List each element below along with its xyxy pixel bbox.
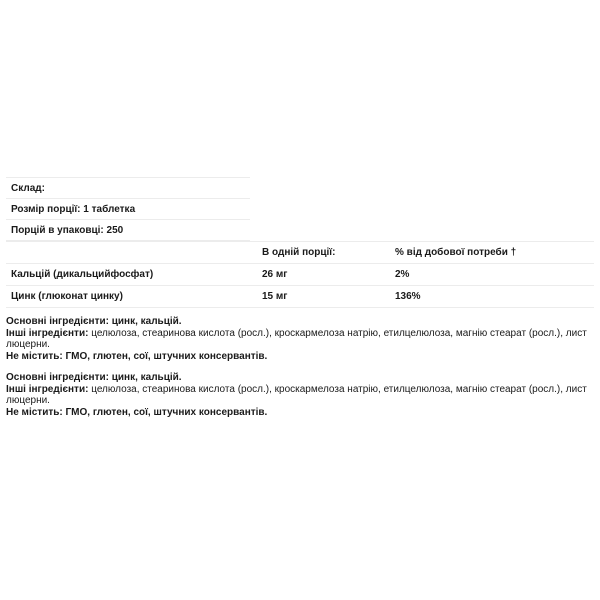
other-ingredients-label: Інші інгредієнти:: [6, 327, 89, 339]
other-ingredients-label: Інші інгредієнти:: [6, 383, 89, 395]
main-ingredients: Основні інгредієнти: цинк, кальцій.: [6, 316, 182, 327]
other-ingredients: [6, 384, 594, 407]
free-of: Не містить: ГМО, глютен, сої, штучних консервантів.: [6, 350, 268, 362]
ingredient-dv: 136%: [390, 286, 594, 308]
main-ingredients: Основні інгредієнти: цинк, кальцій.: [6, 372, 182, 383]
header-daily-value: % від добової потреби †: [390, 242, 594, 264]
table-header-row: [6, 242, 594, 264]
ingredients-block-1: [6, 316, 594, 362]
other-ingredients: [6, 328, 594, 351]
other-ingredients-text: целюлоза, стеаринова кислота (росл.), кроскармелоза натрію, етилцелюлоза, магнію стеарат (росл.), лист люцерни.: [6, 327, 587, 350]
other-ingredients-text: целюлоза, стеаринова кислота (росл.), кроскармелоза натрію, етилцелюлоза, магнію стеарат (росл.), лист люцерни.: [6, 383, 587, 406]
header-ingredient: [6, 242, 256, 264]
header-per-serving: В одній порції:: [256, 242, 390, 264]
ingredient-name: Цинк (глюконат цинку): [6, 286, 256, 308]
product-meta-table: [6, 177, 250, 241]
ingredient-dv: 2%: [390, 264, 594, 286]
ingredient-name: Кальцій (дикальцийфосфат): [6, 264, 256, 286]
composition-label: Склад:: [6, 178, 250, 199]
table-row: [6, 264, 594, 286]
ingredient-amount: 15 мг: [256, 286, 390, 308]
free-of: Не містить: ГМО, глютен, сої, штучних консервантів.: [6, 406, 268, 418]
ingredients-block-2: [6, 372, 594, 418]
supplement-facts-table: [6, 241, 594, 308]
serving-size: Розмір порції: 1 таблетка: [6, 199, 250, 220]
ingredient-amount: 26 мг: [256, 264, 390, 286]
table-row: [6, 286, 594, 308]
servings-per-container: Порцій в упаковці: 250: [6, 220, 250, 241]
